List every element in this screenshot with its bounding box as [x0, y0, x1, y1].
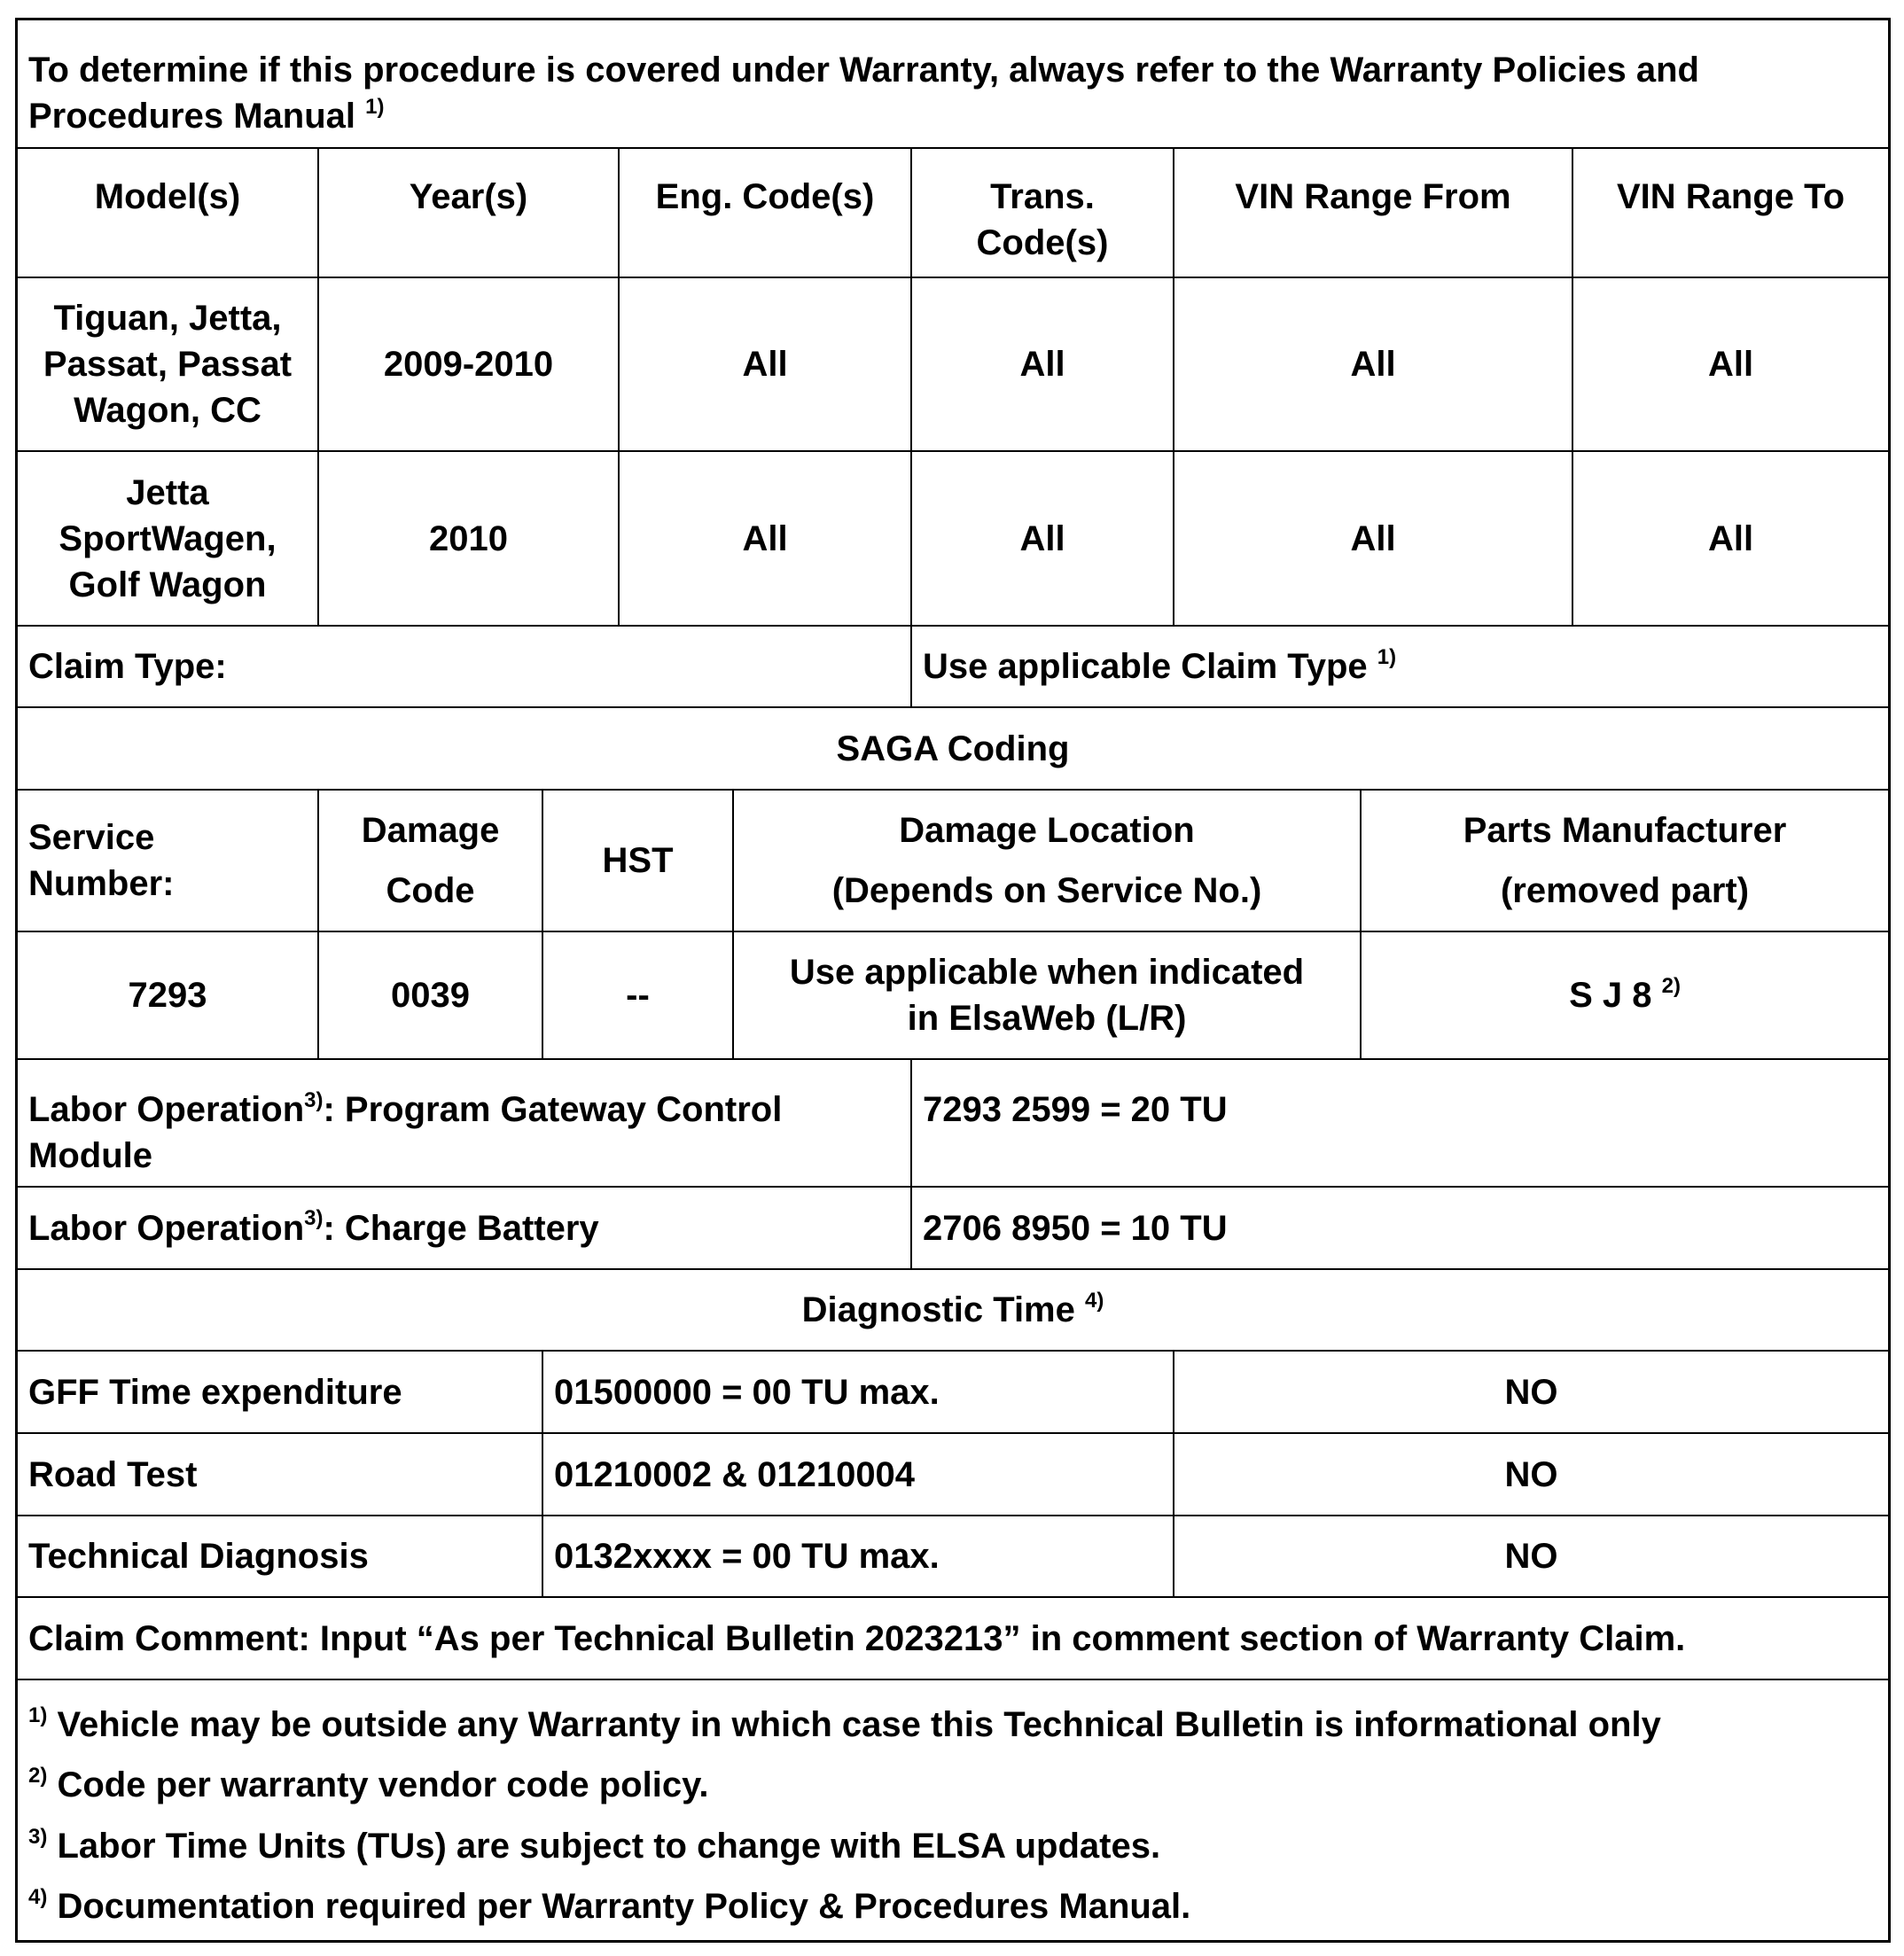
- vehicle-eng-codes: All: [618, 452, 910, 625]
- diagnostic-item: Road Test: [28, 1454, 198, 1494]
- diagnostic-row: [18, 1432, 1888, 1515]
- labor-row: [18, 1186, 1888, 1268]
- header-models: Model(s): [94, 177, 241, 216]
- labor-desc-cell: [18, 1188, 910, 1268]
- diagnostic-allowed: NO: [1173, 1352, 1888, 1432]
- labor-label: Labor Operation: [28, 1208, 305, 1248]
- diagnostic-allowed: NO: [1173, 1516, 1888, 1596]
- intro-note: 1): [365, 94, 385, 119]
- saga-header-service-number: Service Number:: [28, 818, 175, 903]
- saga-damage-code: 0039: [317, 932, 542, 1058]
- vehicle-trans-codes: All: [910, 278, 1173, 450]
- header-vin-from: VIN Range From: [1173, 149, 1572, 277]
- footnote-text: Vehicle may be outside any Warranty in which case this Technical Bulletin is informational only: [57, 1705, 1661, 1744]
- claim-type-note: 1): [1377, 644, 1397, 669]
- vehicle-vin-to: All: [1572, 452, 1888, 625]
- claim-comment-row: [18, 1596, 1888, 1679]
- diagnostic-code: 0132xxxx = 00 TU max.: [542, 1516, 1173, 1596]
- labor-row: [18, 1058, 1888, 1186]
- footnote-mark: 1): [28, 1703, 48, 1727]
- saga-hst: --: [542, 932, 732, 1058]
- diagnostic-row: [18, 1515, 1888, 1596]
- warranty-table: [15, 18, 1891, 1943]
- footnote-mark: 3): [28, 1824, 48, 1849]
- diagnostic-item: GFF Time expenditure: [28, 1372, 402, 1412]
- footnote-mark: 4): [28, 1884, 48, 1909]
- saga-manufacturer: S J 8: [1569, 976, 1652, 1015]
- intro-row: [18, 20, 1888, 147]
- vehicle-vin-from: All: [1173, 278, 1572, 450]
- footnote: [28, 1702, 1661, 1748]
- footnote: [28, 1883, 1190, 1929]
- saga-manufacturer-note: 2): [1661, 973, 1681, 998]
- saga-header-row: [18, 789, 1888, 931]
- footnote-text: Labor Time Units (TUs) are subject to change with ELSA updates.: [57, 1827, 1161, 1866]
- saga-header-manufacturer-line2: (removed part): [1500, 871, 1750, 910]
- labor-desc: : Program Gateway Control Module: [28, 1090, 783, 1175]
- diagnostic-row: [18, 1350, 1888, 1432]
- saga-header-location-line1: Damage Location: [899, 811, 1195, 850]
- labor-desc-cell: [18, 1060, 910, 1186]
- saga-header-location-line2: (Depends on Service No.): [831, 871, 1262, 910]
- vehicle-eng-codes: All: [618, 278, 910, 450]
- saga-header-hst: HST: [542, 791, 732, 931]
- diagnostic-title: Diagnostic Time: [801, 1290, 1075, 1329]
- diagnostic-code: 01210002 & 01210004: [542, 1434, 1173, 1515]
- saga-header-parts-manufacturer: [1360, 791, 1888, 931]
- saga-manufacturer-cell: [1360, 932, 1888, 1058]
- saga-title-row: [18, 706, 1888, 789]
- vehicle-models: Jetta SportWagen, Golf Wagon: [59, 472, 277, 604]
- header-years: Year(s): [317, 149, 618, 277]
- intro-text: To determine if this procedure is covered under Warranty, always refer to the Warranty Policies and Procedures Manual: [28, 51, 1699, 136]
- vehicle-row: [18, 450, 1888, 625]
- labor-value: 2706 8950 = 10 TU: [910, 1188, 1888, 1268]
- footnote: [28, 1762, 708, 1808]
- saga-header-damage-code: [317, 791, 542, 931]
- header-vin-to: VIN Range To: [1572, 149, 1888, 277]
- claim-type-value: Use applicable Claim Type: [923, 647, 1368, 686]
- labor-note: 3): [304, 1087, 324, 1112]
- claim-comment: Claim Comment: Input “As per Technical Bulletin 2023213” in comment section of Warranty Claim.: [28, 1618, 1686, 1658]
- diagnostic-title-cell: [18, 1270, 1888, 1350]
- labor-label: Labor Operation: [28, 1090, 305, 1129]
- saga-title: SAGA Coding: [836, 729, 1070, 768]
- vehicle-years: 2010: [317, 452, 618, 625]
- saga-header-damage-code-line1: Damage: [361, 811, 500, 850]
- intro-cell: [18, 20, 1888, 147]
- vehicle-years: 2009-2010: [317, 278, 618, 450]
- vehicle-header-row: [18, 147, 1888, 277]
- saga-values-row: [18, 931, 1888, 1058]
- header-eng-codes: Eng. Code(s): [618, 149, 910, 277]
- claim-type-label: Claim Type:: [28, 647, 227, 686]
- diagnostic-title-row: [18, 1268, 1888, 1350]
- diagnostic-allowed: NO: [1173, 1434, 1888, 1515]
- saga-header-manufacturer-line1: Parts Manufacturer: [1463, 811, 1787, 850]
- footnote-text: Documentation required per Warranty Policy & Procedures Manual.: [57, 1887, 1191, 1926]
- claim-type-value-cell: [910, 627, 1888, 706]
- claim-type-row: [18, 625, 1888, 706]
- diagnostic-item: Technical Diagnosis: [28, 1537, 369, 1576]
- labor-note: 3): [304, 1206, 324, 1231]
- saga-header-service-number-cell: [18, 791, 317, 931]
- saga-header-damage-location: [732, 791, 1360, 931]
- vehicle-models: Tiguan, Jetta, Passat, Passat Wagon, CC: [43, 299, 293, 430]
- footnote: [28, 1823, 1160, 1869]
- saga-service-number: 7293: [128, 976, 207, 1015]
- diagnostic-code: 01500000 = 00 TU max.: [542, 1352, 1173, 1432]
- labor-value: 7293 2599 = 20 TU: [910, 1060, 1888, 1186]
- saga-damage-location: Use applicable when indicated in ElsaWeb (L/R): [732, 932, 1360, 1058]
- vehicle-row: [18, 277, 1888, 450]
- diagnostic-note: 4): [1085, 1288, 1104, 1313]
- saga-header-damage-code-line2: Code: [386, 871, 475, 910]
- footnotes-row: [18, 1679, 1888, 1940]
- vehicle-vin-from: All: [1173, 452, 1572, 625]
- header-trans-codes: Trans. Code(s): [910, 149, 1173, 277]
- footnote-mark: 2): [28, 1763, 48, 1788]
- labor-desc: : Charge Battery: [323, 1208, 599, 1248]
- vehicle-trans-codes: All: [910, 452, 1173, 625]
- vehicle-vin-to: All: [1572, 278, 1888, 450]
- footnote-text: Code per warranty vendor code policy.: [57, 1765, 709, 1804]
